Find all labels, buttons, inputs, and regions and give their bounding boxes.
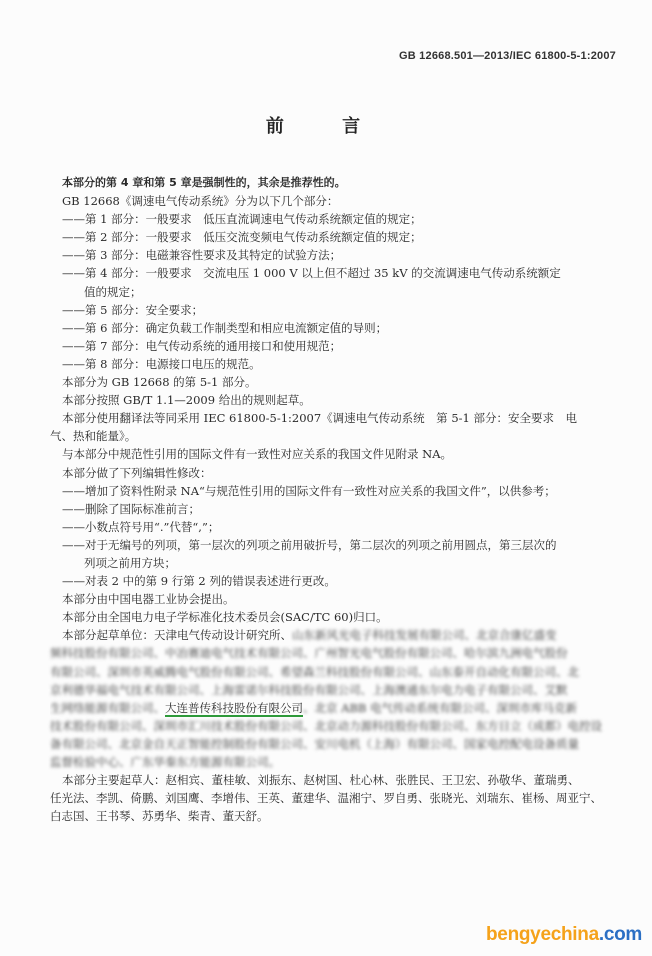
drafters-line2: 任光法、李凯、倚鹏、刘国鹰、李增伟、王英、董建华、温湘宁、罗自勇、张晓光、刘瑞东、崔杨、周亚宁、 — [50, 791, 602, 806]
paragraph-part-number: 本部分为 GB 12668 的第 5-1 部分。 — [62, 375, 257, 390]
paragraph-drafting-units — [62, 626, 630, 644]
list-item-part1: ——第 1 部分：一般要求 低压直流调速电气传动系统额定值的规定； — [62, 212, 422, 227]
list-item-part2: ——第 2 部分：一般要求 低压交流变频电气传动系统额定值的规定； — [62, 230, 422, 245]
paragraph-proposed-by: 本部分由中国电器工业协会提出。 — [62, 592, 235, 607]
paragraph-adoption-cont: 气、热和能量》。 — [50, 429, 137, 444]
drafting-units-line5-c: 、北京 ABB 电气传动系统有限公司、深圳市库马克新 — [303, 700, 578, 715]
list-item-edit5: ——对表 2 中的第 9 行第 2 列的错误表述进行更改。 — [62, 574, 336, 589]
drafting-units-line5 — [50, 699, 630, 717]
drafting-units-line4: 京利德华福电气技术有限公司、上海雷诺尔科技股份有限公司、上海澳通东尔电力电子有限公司、艾默 — [50, 682, 568, 697]
drafting-units-lead: 本部分起草单位：天津电气传动设计研究所、 — [62, 628, 292, 643]
paragraph-editorial-intro: 本部分做了下列编辑性修改： — [62, 465, 212, 480]
paragraph-managed-by: 本部分由全国电力电子学标准化技术委员会(SAC/TC 60)归口。 — [62, 610, 388, 625]
list-item-edit1: ——增加了资料性附录 NA“与规范性引用的国际文件有一致性对应关系的我国文件”，以供参考； — [62, 483, 556, 498]
paragraph-parts-intro: GB 12668《调速电气传动系统》分为以下几个部分： — [62, 194, 339, 209]
list-item-part5: ——第 5 部分：安全要求； — [62, 302, 204, 317]
list-item-part7: ——第 7 部分：电气传动系统的通用接口和使用规范； — [62, 338, 342, 353]
list-item-part3: ——第 3 部分：电磁兼容性要求及其特定的试验方法； — [62, 248, 342, 263]
drafting-units-line6: 技术股份有限公司、深圳市汇川技术股份有限公司、北京动力源科技股份有限公司、东方日立（成都）电控设 — [50, 718, 602, 733]
foreword-body — [50, 174, 630, 825]
paragraph-drafting-rules: 本部分按照 GB/T 1.1—2009 给出的规则起草。 — [62, 393, 311, 408]
list-item-part4-cont: 值的规定； — [84, 284, 142, 299]
list-item-edit3: ——小数点符号用“.”代替“,”； — [62, 519, 220, 534]
paragraph-annex-na: 与本部分中规范性引用的国际文件有一致性对应关系的我国文件见附录 NA。 — [62, 447, 453, 462]
drafting-units-line2: 频科技股份有限公司、中冶赛迪电气技术有限公司、广州智光电气股份有限公司、哈尔滨九洲电气股份 — [50, 646, 568, 661]
watermark-part3: .com — [598, 924, 642, 945]
list-item-part6: ——第 6 部分：确定负载工作制类型和相应电流额定值的导则； — [62, 320, 388, 335]
drafting-units-line3: 有限公司、深圳市英威腾电气股份有限公司、希望森兰科技股份有限公司、山东泰开自动化有限公司、北 — [50, 664, 579, 679]
paragraph-drafters: 本部分主要起草人：赵相宾、董桂敏、刘振东、赵树国、杜心林、张胜民、王卫宏、孙敬华、董瑞勇、 — [62, 773, 580, 788]
list-item-part8: ——第 8 部分：电源接口电压的规范。 — [62, 356, 261, 371]
list-item-part4: ——第 4 部分：一般要求 交流电压 1 000 V 以上但不超过 35 kV 的交流调速电气传动系统额定 — [62, 266, 561, 281]
drafting-units-line8: 监督检验中心、广东华秦东方能源有限公司。 — [50, 755, 280, 769]
drafting-units-line7: 备有限公司、北京金自天正智能控制股份有限公司、安川电机（上海）有限公司、国家电控配电设备质量 — [50, 736, 579, 751]
list-item-edit2: ——删除了国际标准前言； — [62, 501, 200, 516]
paragraph-adoption: 本部分使用翻译法等同采用 IEC 61800-5-1:2007《调速电气传动系统 第 5-1 部分：安全要求 电 — [62, 411, 578, 426]
paragraph-mandatory-note: 本部分的第 4 章和第 5 章是强制性的，其余是推荐性的。 — [62, 176, 346, 189]
drafting-units-rest: 山东新风光电子科技发展有限公司、北京合康亿盛变 — [292, 628, 557, 643]
site-watermark — [486, 924, 642, 946]
watermark-part2: china — [550, 924, 599, 945]
list-item-edit4: ——对于无编号的列项，第一层次的列项之前用破折号，第二层次的列项之前用圆点，第三层次的 — [62, 537, 557, 552]
drafting-units-line5-a: 生网络能源有限公司、 — [50, 700, 165, 715]
standard-code-header: GB 12668.501—2013/IEC 61800-5-1:2007 — [399, 50, 616, 62]
drafters-line3: 白志国、王书琴、苏勇华、柴青、董天舒。 — [50, 809, 269, 824]
highlighted-company: 大连普传科技股份有限公司 — [165, 700, 303, 715]
list-item-edit4-cont: 列项之前用方块； — [84, 555, 176, 570]
page-title: 前 言 — [265, 116, 387, 137]
watermark-part1: bengye — [486, 924, 551, 945]
